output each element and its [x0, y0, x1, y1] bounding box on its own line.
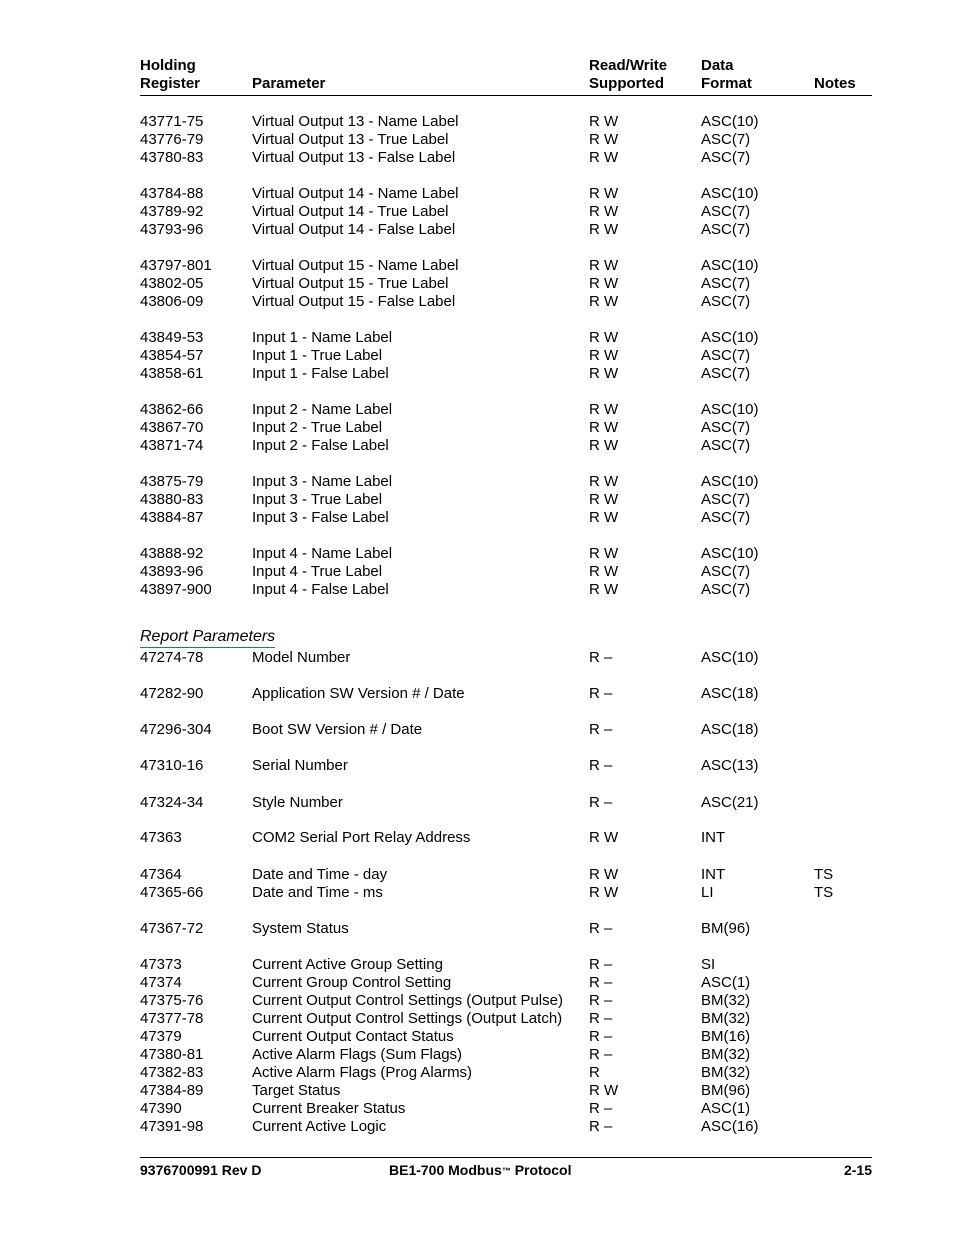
cell-rw: R –	[589, 1118, 613, 1135]
cell-parameter: Target Status	[252, 1082, 341, 1099]
cell-register: 47367-72	[140, 920, 204, 937]
cell-format: ASC(7)	[701, 581, 751, 598]
cell-register: 43784-88	[140, 185, 204, 202]
cell-parameter: Input 4 - Name Label	[252, 545, 393, 562]
cell-register: 47365-66	[140, 884, 204, 901]
cell-parameter: Current Output Contact Status	[252, 1028, 454, 1045]
cell-format: ASC(10)	[701, 401, 759, 418]
cell-rw: R –	[589, 794, 613, 811]
cell-format: ASC(10)	[701, 329, 759, 346]
cell-parameter: Input 1 - True Label	[252, 347, 383, 364]
table-row	[140, 563, 872, 581]
cell-parameter: Input 2 - True Label	[252, 419, 383, 436]
footer-trademark: ™	[501, 1166, 511, 1176]
cell-rw: R W	[589, 275, 619, 292]
table-header	[140, 57, 872, 96]
cell-format: ASC(10)	[701, 545, 759, 562]
cell-rw: R W	[589, 829, 619, 846]
cell-parameter: Date and Time - ms	[252, 884, 383, 901]
table-row	[140, 581, 872, 599]
cell-register: 47384-89	[140, 1082, 204, 1099]
cell-register: 47274-78	[140, 649, 204, 666]
cell-parameter: Date and Time - day	[252, 866, 388, 883]
table-row	[140, 419, 872, 437]
header-rw-l1: Read/Write	[589, 57, 668, 74]
cell-parameter: Current Output Control Settings (Output Latch)	[252, 1010, 563, 1027]
table-row	[140, 437, 872, 455]
cell-parameter: Input 1 - Name Label	[252, 329, 393, 346]
table-row	[140, 401, 872, 419]
footer-title-suffix: Protocol	[510, 1162, 572, 1178]
table-row	[140, 185, 872, 203]
cell-parameter: Serial Number	[252, 757, 348, 774]
table-row	[140, 1046, 872, 1064]
header-register-l1: Holding	[140, 57, 196, 74]
cell-rw: R –	[589, 1046, 613, 1063]
cell-rw: R –	[589, 920, 613, 937]
cell-format: ASC(7)	[701, 419, 751, 436]
cell-register: 47373	[140, 956, 182, 973]
cell-rw: R W	[589, 329, 619, 346]
cell-format: ASC(10)	[701, 113, 759, 130]
table-row	[140, 113, 872, 131]
cell-format: BM(32)	[701, 1046, 751, 1063]
table-row	[140, 721, 872, 739]
cell-notes: TS	[814, 884, 834, 901]
cell-register: 43780-83	[140, 149, 204, 166]
cell-format: BM(32)	[701, 1010, 751, 1027]
cell-format: ASC(1)	[701, 1100, 751, 1117]
cell-format: ASC(7)	[701, 437, 751, 454]
cell-register: 47390	[140, 1100, 182, 1117]
cell-rw: R W	[589, 203, 619, 220]
cell-register: 47324-34	[140, 794, 204, 811]
cell-rw: R –	[589, 974, 613, 991]
cell-rw: R W	[589, 401, 619, 418]
cell-format: ASC(10)	[701, 473, 759, 490]
table-row	[140, 221, 872, 239]
cell-rw: R W	[589, 131, 619, 148]
cell-rw: R –	[589, 721, 613, 738]
cell-register: 43858-61	[140, 365, 204, 382]
cell-format: INT	[701, 829, 726, 846]
cell-parameter: Active Alarm Flags (Prog Alarms)	[252, 1064, 473, 1081]
cell-parameter: Input 1 - False Label	[252, 365, 389, 382]
cell-format: ASC(7)	[701, 509, 751, 526]
cell-parameter: Input 3 - Name Label	[252, 473, 393, 490]
cell-register: 43793-96	[140, 221, 204, 238]
footer-doc-number: 9376700991 Rev D	[140, 1162, 262, 1178]
cell-format: BM(32)	[701, 992, 751, 1009]
cell-format: ASC(21)	[701, 794, 759, 811]
cell-parameter: Virtual Output 13 - False Label	[252, 149, 456, 166]
header-format-l1: Data	[701, 57, 734, 74]
cell-register: 43867-70	[140, 419, 204, 436]
cell-rw: R W	[589, 1082, 619, 1099]
cell-parameter: COM2 Serial Port Relay Address	[252, 829, 471, 846]
cell-parameter: Application SW Version # / Date	[252, 685, 465, 702]
cell-format: ASC(7)	[701, 149, 751, 166]
cell-rw: R W	[589, 545, 619, 562]
cell-rw: R W	[589, 347, 619, 364]
header-parameter: Parameter	[252, 75, 326, 92]
cell-format: ASC(7)	[701, 365, 751, 382]
cell-format: ASC(1)	[701, 974, 751, 991]
cell-register: 43849-53	[140, 329, 204, 346]
table-row	[140, 131, 872, 149]
cell-register: 43776-79	[140, 131, 204, 148]
cell-notes: TS	[814, 866, 834, 883]
cell-parameter: Current Output Control Settings (Output Pulse)	[252, 992, 563, 1009]
table-row	[140, 757, 872, 775]
cell-register: 43888-92	[140, 545, 204, 562]
cell-parameter: Current Active Group Setting	[252, 956, 443, 973]
cell-format: LI	[701, 884, 714, 901]
header-notes: Notes	[814, 75, 856, 92]
cell-register: 47377-78	[140, 1010, 204, 1027]
footer-title	[389, 1161, 571, 1180]
cell-parameter: Virtual Output 14 - Name Label	[252, 185, 459, 202]
cell-register: 47379	[140, 1028, 182, 1045]
cell-format: ASC(16)	[701, 1118, 759, 1135]
cell-register: 43797-801	[140, 257, 212, 274]
cell-rw: R W	[589, 437, 619, 454]
cell-register: 43871-74	[140, 437, 204, 454]
cell-register: 43893-96	[140, 563, 204, 580]
cell-rw: R W	[589, 113, 619, 130]
table-row	[140, 203, 872, 221]
table-row	[140, 293, 872, 311]
footer-page-number: 2-15	[843, 1162, 872, 1178]
cell-parameter: Virtual Output 15 - False Label	[252, 293, 456, 310]
cell-register: 43884-87	[140, 509, 204, 526]
cell-rw: R W	[589, 884, 619, 901]
cell-format: ASC(18)	[701, 721, 759, 738]
cell-register: 43854-57	[140, 347, 204, 364]
cell-parameter: Input 2 - Name Label	[252, 401, 393, 418]
cell-rw: R W	[589, 221, 619, 238]
table-row	[140, 1100, 872, 1118]
cell-parameter: Input 2 - False Label	[252, 437, 389, 454]
section-title-report-parameters: Report Parameters	[140, 627, 275, 648]
cell-rw: R W	[589, 491, 619, 508]
cell-parameter: Input 3 - True Label	[252, 491, 383, 508]
cell-register: 47374	[140, 974, 182, 991]
table-row	[140, 649, 872, 667]
cell-format: BM(32)	[701, 1064, 751, 1081]
cell-parameter: Model Number	[252, 649, 351, 666]
cell-format: BM(96)	[701, 920, 751, 937]
cell-format: ASC(7)	[701, 563, 751, 580]
page-footer	[140, 1157, 872, 1182]
cell-register: 47380-81	[140, 1046, 204, 1063]
cell-register: 47310-16	[140, 757, 204, 774]
cell-rw: R –	[589, 757, 613, 774]
cell-parameter: Current Active Logic	[252, 1118, 387, 1135]
table-row	[140, 1010, 872, 1028]
table-row	[140, 920, 872, 938]
cell-format: BM(16)	[701, 1028, 751, 1045]
cell-register: 47363	[140, 829, 182, 846]
cell-parameter: Boot SW Version # / Date	[252, 721, 423, 738]
cell-register: 43862-66	[140, 401, 204, 418]
table-row	[140, 275, 872, 293]
table-row	[140, 491, 872, 509]
header-rw-l2: Supported	[589, 75, 664, 92]
footer-title-main: BE1-700 Modbus	[389, 1162, 502, 1178]
table-row	[140, 1028, 872, 1046]
cell-format: ASC(7)	[701, 131, 751, 148]
cell-parameter: Style Number	[252, 794, 343, 811]
table-row	[140, 992, 872, 1010]
cell-rw: R W	[589, 419, 619, 436]
table-row	[140, 829, 872, 847]
table-row	[140, 545, 872, 563]
cell-format: ASC(18)	[701, 685, 759, 702]
cell-parameter: Virtual Output 14 - True Label	[252, 203, 449, 220]
cell-register: 43789-92	[140, 203, 204, 220]
cell-rw: R –	[589, 1100, 613, 1117]
cell-register: 47375-76	[140, 992, 204, 1009]
table-row	[140, 347, 872, 365]
cell-register: 47364	[140, 866, 182, 883]
cell-rw: R –	[589, 1010, 613, 1027]
cell-rw: R W	[589, 365, 619, 382]
cell-rw: R –	[589, 649, 613, 666]
cell-register: 43875-79	[140, 473, 204, 490]
cell-rw: R W	[589, 293, 619, 310]
table-row	[140, 685, 872, 703]
cell-rw: R W	[589, 257, 619, 274]
cell-format: ASC(7)	[701, 491, 751, 508]
cell-rw: R W	[589, 866, 619, 883]
cell-register: 43802-05	[140, 275, 204, 292]
header-register-l2: Register	[140, 75, 201, 92]
table-row	[140, 149, 872, 167]
table-row	[140, 866, 872, 884]
table-row	[140, 473, 872, 491]
cell-register: 43806-09	[140, 293, 204, 310]
cell-format: ASC(10)	[701, 185, 759, 202]
cell-format: ASC(7)	[701, 221, 751, 238]
cell-rw: R W	[589, 149, 619, 166]
cell-register: 43771-75	[140, 113, 204, 130]
cell-format: ASC(7)	[701, 275, 751, 292]
cell-format: ASC(10)	[701, 257, 759, 274]
cell-parameter: Input 4 - True Label	[252, 563, 383, 580]
cell-parameter: Virtual Output 15 - Name Label	[252, 257, 459, 274]
cell-register: 47382-83	[140, 1064, 204, 1081]
cell-parameter: Current Breaker Status	[252, 1100, 406, 1117]
table-row	[140, 329, 872, 347]
cell-parameter: Virtual Output 13 - True Label	[252, 131, 449, 148]
table-row	[140, 257, 872, 275]
cell-format: ASC(10)	[701, 649, 759, 666]
cell-parameter: System Status	[252, 920, 349, 937]
table-row	[140, 509, 872, 527]
cell-parameter: Input 4 - False Label	[252, 581, 389, 598]
cell-rw: R W	[589, 185, 619, 202]
cell-format: ASC(7)	[701, 203, 751, 220]
table-row	[140, 365, 872, 383]
table-row	[140, 1064, 872, 1082]
cell-format: ASC(13)	[701, 757, 759, 774]
cell-rw: R –	[589, 992, 613, 1009]
cell-rw: R –	[589, 685, 613, 702]
cell-rw: R	[589, 1064, 600, 1081]
cell-register: 47282-90	[140, 685, 204, 702]
table-row	[140, 956, 872, 974]
table-row	[140, 1118, 872, 1136]
table-row	[140, 794, 872, 812]
cell-format: ASC(7)	[701, 293, 751, 310]
table-row	[140, 974, 872, 992]
cell-format: BM(96)	[701, 1082, 751, 1099]
cell-format: ASC(7)	[701, 347, 751, 364]
cell-rw: R –	[589, 1028, 613, 1045]
cell-rw: R W	[589, 473, 619, 490]
cell-parameter: Input 3 - False Label	[252, 509, 389, 526]
cell-parameter: Active Alarm Flags (Sum Flags)	[252, 1046, 463, 1063]
cell-parameter: Virtual Output 15 - True Label	[252, 275, 449, 292]
cell-register: 47391-98	[140, 1118, 204, 1135]
cell-rw: R W	[589, 563, 619, 580]
cell-format: SI	[701, 956, 716, 973]
cell-format: INT	[701, 866, 726, 883]
cell-parameter: Current Group Control Setting	[252, 974, 452, 991]
cell-register: 43880-83	[140, 491, 204, 508]
cell-parameter: Virtual Output 13 - Name Label	[252, 113, 459, 130]
cell-parameter: Virtual Output 14 - False Label	[252, 221, 456, 238]
header-format-l2: Format	[701, 75, 752, 92]
table-row	[140, 884, 872, 902]
cell-register: 47296-304	[140, 721, 212, 738]
cell-rw: R W	[589, 581, 619, 598]
table-row	[140, 1082, 872, 1100]
cell-register: 43897-900	[140, 581, 212, 598]
cell-rw: R W	[589, 509, 619, 526]
cell-rw: R –	[589, 956, 613, 973]
